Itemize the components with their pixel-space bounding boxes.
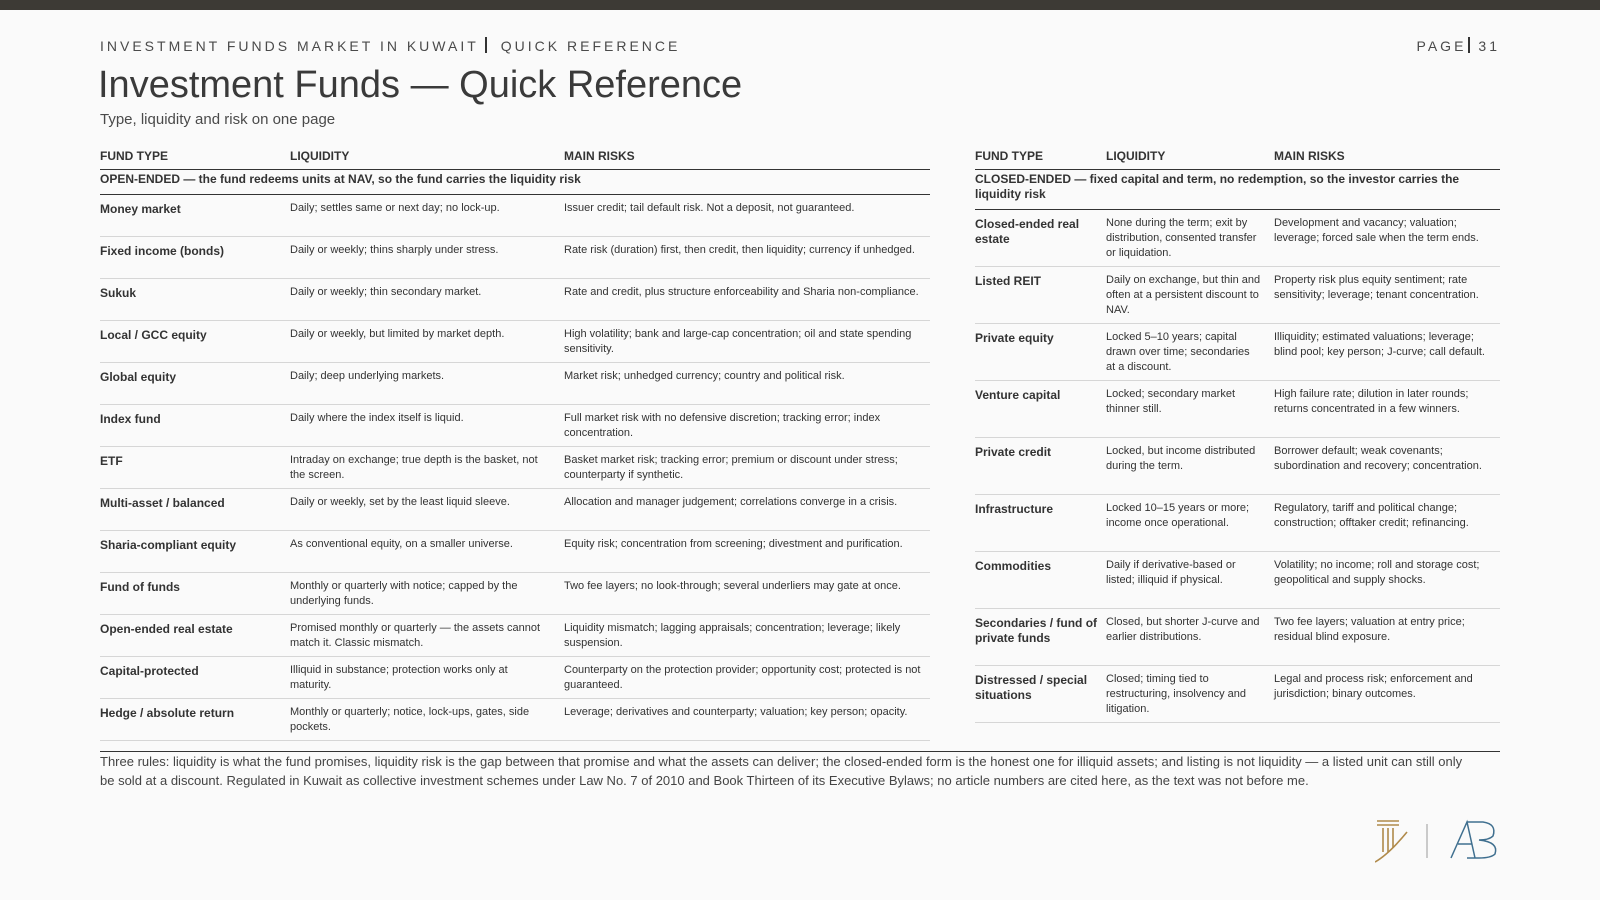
liquidity-cell: As conventional equity, on a smaller universe. bbox=[290, 538, 513, 550]
fund-type-cell: Listed REIT bbox=[975, 274, 1042, 288]
fund-type-cell: Global equity bbox=[100, 370, 177, 384]
liquidity-cell: Daily or weekly; thins sharply under stress. bbox=[290, 244, 499, 256]
page-divider bbox=[1468, 37, 1470, 53]
table-header bbox=[100, 147, 930, 170]
risks-cell: Full market risk with no defensive discretion; tracking error; index concentration. bbox=[564, 412, 881, 439]
table-row bbox=[975, 267, 1500, 324]
table-row bbox=[975, 438, 1500, 495]
table-row bbox=[100, 615, 930, 657]
ab-monogram-icon bbox=[1451, 822, 1496, 858]
fund-type-cell: Fixed income (bonds) bbox=[100, 244, 225, 258]
footnote-text: Three rules: liquidity is what the fund promises, liquidity risk is the gap between that promise and what the assets can deliver; the closed-ended form is the honest one for illiquid assets; and listing is not liquidity — a listed unit can still only be sold at a discount. Regulated in Kuwait as collective investment schemes under Law No. 7 of 2010 and Book Thirteen of its Executive Bylaws; no article numbers are cited here, as the text was not before me. bbox=[100, 754, 1463, 788]
page-subtitle: Type, liquidity and risk on one page bbox=[100, 111, 336, 128]
liquidity-cell: Locked; secondary market thinner still. bbox=[1106, 388, 1236, 415]
pillar-logo-icon bbox=[1375, 821, 1407, 862]
closed-ended-table bbox=[975, 147, 1500, 723]
risks-cell: High volatility; bank and large-cap concentration; oil and state spending sensitivity. bbox=[564, 328, 912, 355]
liquidity-cell: Locked 10–15 years or more; income once operational. bbox=[1106, 502, 1250, 529]
running-header bbox=[100, 37, 680, 54]
logos bbox=[1375, 818, 1500, 864]
risks-cell: Leverage; derivatives and counterparty; valuation; key person; opacity. bbox=[564, 706, 908, 718]
liquidity-cell: Daily; settles same or next day; no lock-up. bbox=[290, 202, 500, 214]
page-title: Investment Funds — Quick Reference bbox=[98, 64, 743, 106]
open-ended-rows bbox=[100, 195, 930, 741]
risks-cell: Regulatory, tariff and political change; construction; offtaker credit; refinancing. bbox=[1274, 502, 1469, 529]
page-number: 31 bbox=[1478, 38, 1500, 54]
liquidity-cell: Illiquid in substance; protection works only at maturity. bbox=[290, 664, 508, 691]
fund-type-cell: Secondaries / fund of private funds bbox=[975, 616, 1098, 645]
risks-cell: Legal and process risk; enforcement and jurisdiction; binary outcomes. bbox=[1274, 673, 1473, 700]
open-ended-table bbox=[100, 147, 930, 741]
page-indicator bbox=[1417, 37, 1500, 54]
fund-type-cell: Multi-asset / balanced bbox=[100, 496, 225, 510]
col-fund-type: FUND TYPE bbox=[100, 149, 169, 163]
liquidity-cell: None during the term; exit by distribution, consented transfer or liquidation. bbox=[1106, 217, 1257, 259]
section-label: QUICK REFERENCE bbox=[500, 38, 681, 54]
risks-cell: Market risk; unhedged currency; country and political risk. bbox=[564, 370, 845, 382]
risks-cell: Allocation and manager judgement; correlations converge in a crisis. bbox=[564, 496, 898, 508]
liquidity-cell: Locked, but income distributed during the term. bbox=[1106, 445, 1256, 472]
risks-cell: Borrower default; weak covenants; subordination and recovery; concentration. bbox=[1274, 445, 1482, 472]
col-fund-type: FUND TYPE bbox=[975, 149, 1044, 163]
table-row bbox=[975, 552, 1500, 609]
fund-type-cell: Infrastructure bbox=[975, 502, 1054, 516]
table-row bbox=[100, 321, 930, 363]
liquidity-cell: Daily or weekly, set by the least liquid sleeve. bbox=[290, 496, 510, 508]
fund-type-cell: ETF bbox=[100, 454, 123, 468]
risks-cell: Development and vacancy; valuation; leverage; forced sale when the term ends. bbox=[1274, 217, 1479, 244]
liquidity-cell: Daily; deep underlying markets. bbox=[290, 370, 445, 382]
table-row bbox=[100, 699, 930, 741]
risks-cell: Equity risk; concentration from screening; divestment and purification. bbox=[564, 538, 903, 550]
fund-type-cell: Private credit bbox=[975, 445, 1052, 459]
liquidity-cell: Daily or weekly; thin secondary market. bbox=[290, 286, 482, 298]
risks-cell: Issuer credit; tail default risk. Not a deposit, not guaranteed. bbox=[564, 202, 855, 214]
risks-cell: Illiquidity; estimated valuations; leverage; blind pool; key person; J-curve; call default. bbox=[1274, 331, 1485, 358]
liquidity-cell: Promised monthly or quarterly — the assets cannot match it. Classic mismatch. bbox=[290, 622, 541, 649]
risks-cell: Rate risk (duration) first, then credit, then liquidity; currency if unhedged. bbox=[564, 244, 915, 256]
liquidity-cell: Monthly or quarterly with notice; capped by the underlying funds. bbox=[290, 580, 518, 607]
risks-cell: Basket market risk; tracking error; premium or discount under stress; counterparty if synthetic. bbox=[564, 454, 898, 481]
footnote bbox=[100, 751, 1500, 790]
page-label: PAGE bbox=[1416, 38, 1467, 54]
fund-type-cell: Distressed / special situations bbox=[975, 673, 1088, 702]
open-ended-section-title: OPEN-ENDED — the fund redeems units at NAV, so the fund carries the liquidity risk bbox=[100, 170, 930, 195]
table-row bbox=[100, 237, 930, 279]
doc-title: INVESTMENT FUNDS MARKET IN KUWAIT bbox=[100, 38, 479, 54]
table-row bbox=[100, 573, 930, 615]
top-bar bbox=[0, 0, 1600, 10]
risks-cell: Liquidity mismatch; lagging appraisals; concentration; leverage; likely suspension. bbox=[564, 622, 901, 649]
fund-type-cell: Venture capital bbox=[975, 388, 1061, 402]
risks-cell: Rate and credit, plus structure enforceability and Sharia non-compliance. bbox=[564, 286, 919, 298]
table-row bbox=[100, 657, 930, 699]
risks-cell: Counterparty on the protection provider; opportunity cost; protected is not guaranteed. bbox=[564, 664, 921, 691]
table-row bbox=[975, 324, 1500, 381]
fund-type-cell: Capital-protected bbox=[100, 664, 199, 678]
table-row bbox=[975, 210, 1500, 267]
table-header bbox=[975, 147, 1500, 170]
liquidity-cell: Daily if derivative-based or listed; illiquid if physical. bbox=[1106, 559, 1236, 586]
table-row bbox=[100, 363, 930, 405]
fund-type-cell: Fund of funds bbox=[100, 580, 180, 594]
fund-type-cell: Index fund bbox=[100, 412, 161, 426]
fund-type-cell: Commodities bbox=[975, 559, 1052, 573]
liquidity-cell: Daily or weekly, but limited by market depth. bbox=[290, 328, 505, 340]
table-row bbox=[100, 405, 930, 447]
fund-type-cell: Open-ended real estate bbox=[100, 622, 233, 636]
risks-cell: Property risk plus equity sentiment; rate sensitivity; leverage; tenant concentration. bbox=[1274, 274, 1479, 301]
table-row bbox=[975, 666, 1500, 723]
risks-cell: Volatility; no income; roll and storage cost; geopolitical and supply shocks. bbox=[1274, 559, 1480, 586]
fund-type-cell: Closed-ended real estate bbox=[975, 217, 1080, 246]
liquidity-cell: Monthly or quarterly; notice, lock-ups, gates, side pockets. bbox=[290, 706, 530, 733]
fund-type-cell: Sharia-compliant equity bbox=[100, 538, 237, 552]
risks-cell: Two fee layers; no look-through; several underliers may gate at once. bbox=[564, 580, 901, 592]
table-row bbox=[100, 531, 930, 573]
fund-type-cell: Sukuk bbox=[100, 286, 137, 300]
liquidity-cell: Daily where the index itself is liquid. bbox=[290, 412, 464, 424]
col-main-risks: MAIN RISKS bbox=[1274, 149, 1345, 163]
table-row bbox=[975, 609, 1500, 666]
liquidity-cell: Intraday on exchange; true depth is the basket, not the screen. bbox=[290, 454, 538, 481]
table-row bbox=[100, 279, 930, 321]
col-main-risks: MAIN RISKS bbox=[564, 149, 635, 163]
liquidity-cell: Closed; timing tied to restructuring, insolvency and litigation. bbox=[1106, 673, 1247, 715]
table-row bbox=[100, 489, 930, 531]
col-liquidity: LIQUIDITY bbox=[1106, 149, 1166, 163]
col-liquidity: LIQUIDITY bbox=[290, 149, 350, 163]
closed-ended-rows bbox=[975, 210, 1500, 723]
liquidity-cell: Closed, but shorter J-curve and earlier distributions. bbox=[1106, 616, 1260, 643]
fund-type-cell: Hedge / absolute return bbox=[100, 706, 235, 720]
fund-type-cell: Local / GCC equity bbox=[100, 328, 207, 342]
table-row bbox=[100, 447, 930, 489]
fund-type-cell: Private equity bbox=[975, 331, 1054, 345]
liquidity-cell: Daily on exchange, but thin and often at a persistent discount to NAV. bbox=[1106, 274, 1261, 316]
fund-type-cell: Money market bbox=[100, 202, 181, 216]
risks-cell: Two fee layers; valuation at entry price; residual blind exposure. bbox=[1274, 616, 1465, 643]
closed-ended-section-title: CLOSED-ENDED — fixed capital and term, no redemption, so the investor carries the liquidity risk bbox=[975, 170, 1500, 210]
table-row bbox=[975, 381, 1500, 438]
liquidity-cell: Locked 5–10 years; capital drawn over time; secondaries at a discount. bbox=[1106, 331, 1250, 373]
table-row bbox=[100, 195, 930, 237]
risks-cell: High failure rate; dilution in later rounds; returns concentrated in a few winners. bbox=[1274, 388, 1469, 415]
table-row bbox=[975, 495, 1500, 552]
header-divider bbox=[485, 37, 487, 53]
